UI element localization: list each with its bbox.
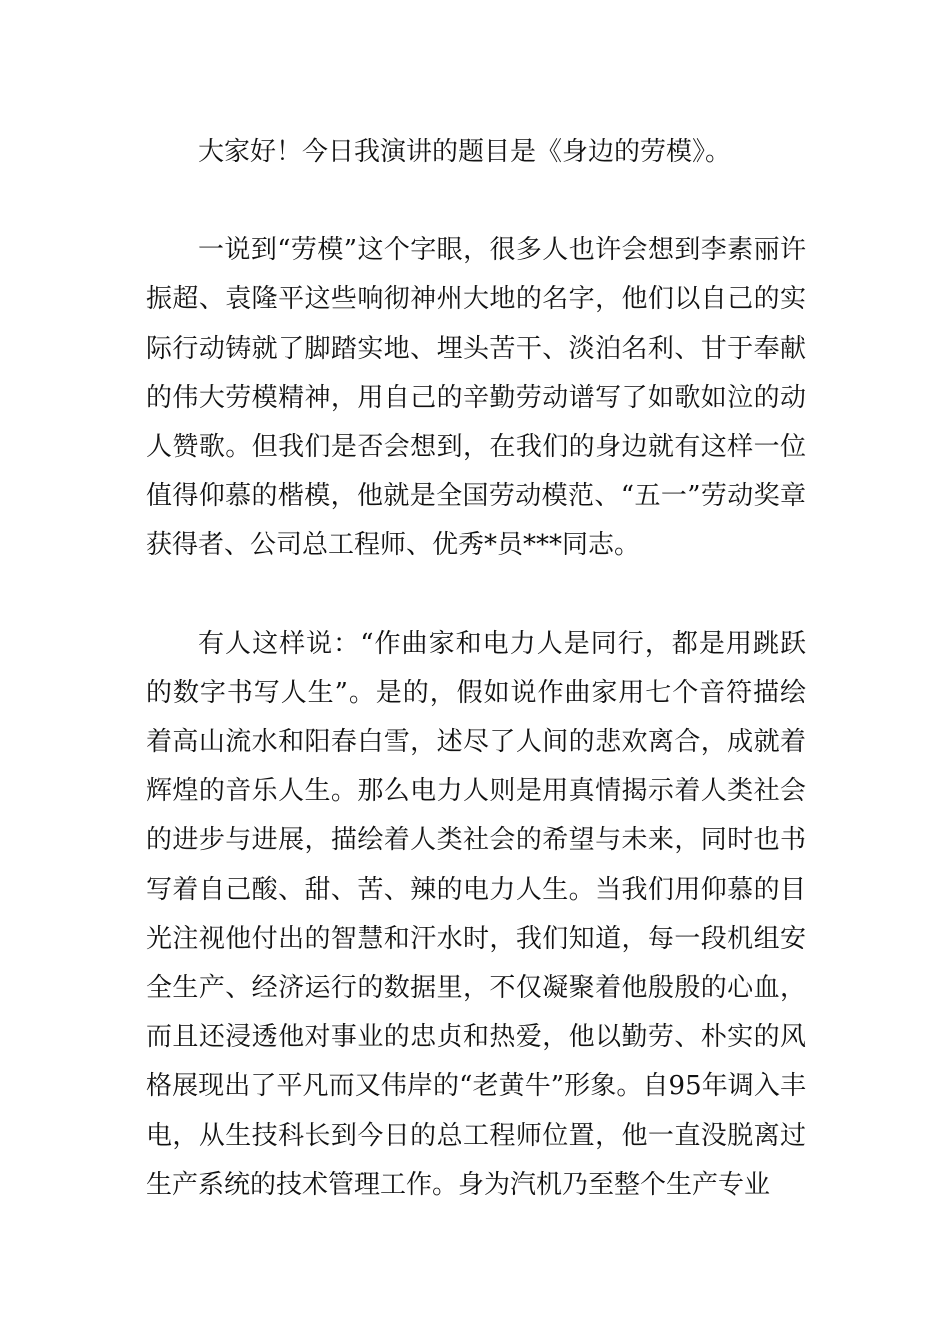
paragraph-greeting: 大家好！今日我演讲的题目是《身边的劳模》。: [198, 137, 732, 167]
paragraph-model-workers: 一说到“劳模”这个字眼，很多人也许会想到李素丽许振超、袁隆平这些响彻神州大地的名字，他们以自己的实际行动铸就了脚踏实地、埋头苦干、淡泊名利、甘于奉献的伟大劳模精神，用自己的辛勤劳动谱写了如歌如泣的动人赞歌。但我们是否会想到，在我们的身边就有这样一位值得仰慕的楷模，他就是全国劳动模范、“五一”劳动奖章获得者、公司总工程师、优秀*员***同志。: [146, 235, 806, 561]
paragraph-power-life: 有人这样说：“作曲家和电力人是同行，都是用跳跃的数字书写人生”。是的，假如说作曲家用七个音符描绘着高山流水和阳春白雪，述尽了人间的悲欢离合，成就着辉煌的音乐人生。那么电力人则是用真情揭示着人类社会的进步与进展，描绘着人类社会的希望与未来，同时也书写着自己酸、甜、苦、辣的电力人生。当我们用仰慕的目光注视他付出的智慧和汗水时，我们知道，每一段机组安全生产、经济运行的数据里，不仅凝聚着他殷殷的心血，而且还浸透他对事业的忠贞和热爱，他以勤劳、朴实的风格展现出了平凡而又伟岸的“老黄牛”形象。自95年调入丰电，从生技科长到今日的总工程师位置，他一直没脱离过生产系统的技术管理工作。身为汽机乃至整个生产专业: [146, 628, 806, 1200]
document-body: [146, 128, 806, 1210]
